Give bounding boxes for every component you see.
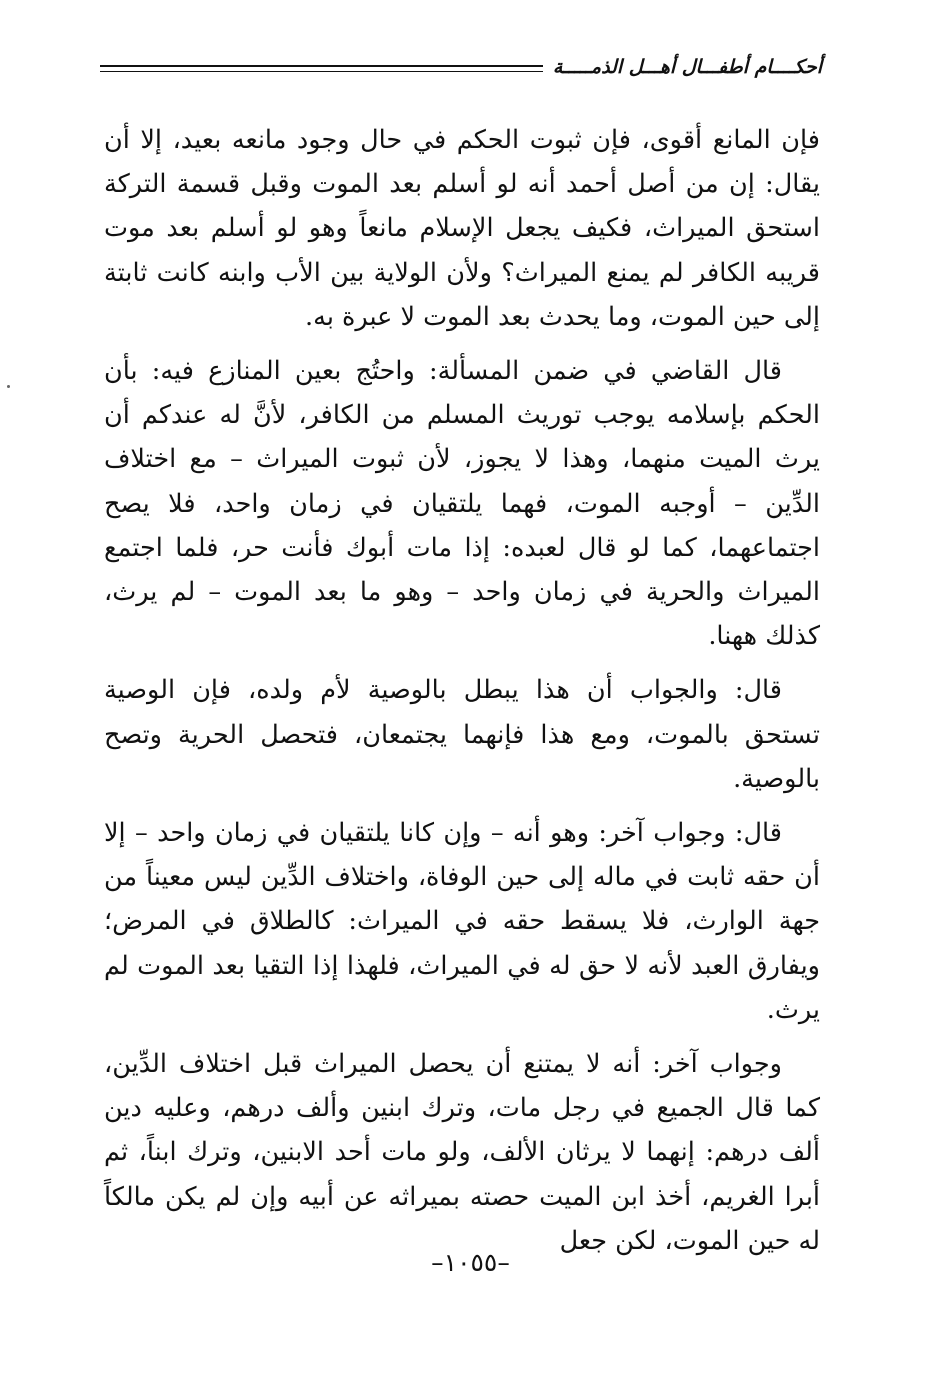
running-header <box>100 52 822 82</box>
page-number: –١٠٥٥– <box>431 1248 510 1277</box>
paragraph-3: قال: والجواب أن هذا يبطل بالوصية لأم ولده، فإن الوصية تستحق بالموت، ومع هذا فإنهما يجتمعان، فتحصل الحرية وتصح بالوصية. <box>104 675 820 794</box>
paragraph-1: فإن المانع أقوى، فإن ثبوت الحكم في حال وجود مانعه بعيد، إلا أن يقال: إن من أصل أحمد أنه لو أسلم بعد الموت وقبل قسمة التركة استحق الميراث، فكيف يجعل الإسلام مانعاً وهو لو أسلم بعد موت قريبه الكافر لم يمنع الميراث؟ ولأن الولاية بين الأب وابنه كانت ثابتة إلى حين الموت، وما يحدث بعد الموت لا عبرة به. <box>104 125 820 332</box>
paragraph-2: قال القاضي في ضمن المسألة: واحتُج بعين المنازع فيه: بأن الحكم بإسلامه يوجب توريث المسلم من الكافر، لأنَّ له عندكم أن يرث الميت منهما، وهذا لا يجوز، لأن ثبوت الميراث – مع اختلاف الدِّين – أوجبه الموت، فهما يلتقيان في زمان واحد، فلا يصح اجتماعهما، كما لو قال لعبده: إذا مات أبوك فأنت حر، فلما اجتمع الميراث والحرية في زمان واحد – وهو ما بعد الموت – لم يرث، كذلك ههنا. <box>104 356 820 652</box>
body-text <box>104 118 820 1273</box>
margin-speck <box>7 385 10 388</box>
paragraph-5: وجواب آخر: أنه لا يمتنع أن يحصل الميراث قبل اختلاف الدِّين، كما قال الجميع في رجل مات، وترك ابنين وألف درهم، وعليه دين ألف درهم: إنهما لا يرثان الألف، ولو مات أحد الابنين، وترك ابناً، ثم أبرا الغريم، أخذ ابن الميت حصته بميراثه عن أبيه وإن لم يكن مالكاً له حين الموت، لكن جعل <box>104 1049 820 1256</box>
header-rule <box>100 65 543 72</box>
paragraph-4: قال: وجواب آخر: وهو أنه – وإن كانا يلتقيان في زمان واحد – إلا أن حقه ثابت في ماله إلى حين الوفاة، واختلاف الدِّين ليس معيناً من جهة الوارث، فلا يسقط حقه في الميراث: كالطلاق في المرض؛ ويفارق العبد لأنه لا حق له في الميراث، فلهذا إذا التقيا بعد الموت لم يرث. <box>104 818 820 1025</box>
header-title: أحكــــام أطفـــال أهـــل الذمـــــة <box>552 56 822 78</box>
